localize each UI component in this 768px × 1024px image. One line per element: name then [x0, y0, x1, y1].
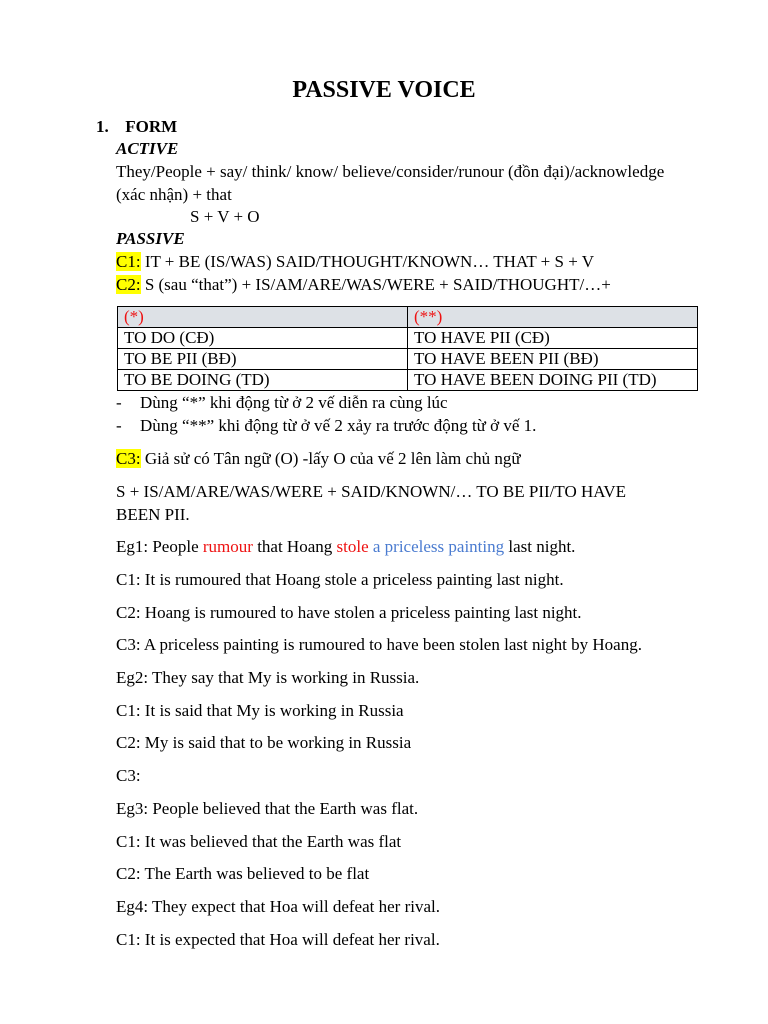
- example-line: Eg2: They say that My is working in Russia.: [116, 668, 420, 687]
- c1-tag: C1:: [116, 252, 141, 271]
- c3-formula-line-2: BEEN PII.: [116, 505, 190, 524]
- example-line: C2: My is said that to be working in Russia: [116, 733, 412, 752]
- note-text: Dùng “*” khi động từ ở 2 vế diễn ra cùng lúc: [140, 393, 448, 412]
- eg1-prefix: Eg1: People: [116, 537, 203, 556]
- table-header-row: [118, 307, 698, 328]
- c2-text: S (sau “that”) + IS/AM/ARE/WAS/WERE + SAID/THOUGHT/…+: [140, 275, 611, 294]
- note-text: Dùng “**” khi động từ ở vế 2 xảy ra trước động từ ở vế 1.: [140, 416, 537, 435]
- active-line-1: They/People + say/ think/ know/ believe/consider/runour (đồn đại)/acknowledge: [116, 162, 665, 181]
- eg1-suffix: last night.: [504, 537, 576, 556]
- table-cell: TO BE DOING (TD): [118, 370, 408, 391]
- active-label: ACTIVE: [116, 139, 179, 158]
- eg1-object: a priceless painting: [372, 537, 505, 556]
- eg1-action: stole: [336, 537, 369, 556]
- table-cell: TO HAVE BEEN PII (BĐ): [408, 349, 698, 370]
- table-cell: TO HAVE BEEN DOING PII (TD): [408, 370, 698, 391]
- table-row: [118, 370, 698, 391]
- form-heading-number: 1.: [96, 117, 109, 136]
- table-cell: TO BE PII (BĐ): [118, 349, 408, 370]
- example-line: C1: It is expected that Hoa will defeat her rival.: [116, 930, 440, 949]
- passive-c2: [116, 274, 611, 296]
- c3-formula-line-1: S + IS/AM/ARE/WAS/WERE + SAID/KNOWN/… TO BE PII/TO HAVE: [116, 482, 626, 501]
- note-item: [116, 392, 448, 414]
- eg1-mid: that Hoang: [252, 537, 337, 556]
- table-cell: TO HAVE PII (CĐ): [408, 328, 698, 349]
- eg1-verb: rumour: [202, 537, 253, 556]
- c3-line: [116, 448, 521, 470]
- c3-text: Giả sử có Tân ngữ (O) -lấy O của vế 2 lên làm chủ ngữ: [140, 449, 521, 468]
- page-title: PASSIVE VOICE: [292, 77, 476, 103]
- example-line: C1: It is said that My is working in Russia: [116, 701, 404, 720]
- example-line: C1: It was believed that the Earth was flat: [116, 832, 402, 851]
- note-marker: -: [116, 416, 122, 435]
- example-line: C2: Hoang is rumoured to have stolen a priceless painting last night.: [116, 603, 582, 622]
- table-cell: TO DO (CĐ): [118, 328, 408, 349]
- active-line-2: (xác nhận) + that: [116, 185, 232, 204]
- example-line: C1: It is rumoured that Hoang stole a priceless painting last night.: [116, 570, 564, 589]
- example-line: Eg4: They expect that Hoa will defeat her rival.: [116, 897, 440, 916]
- example-line: C2: The Earth was believed to be flat: [116, 864, 370, 883]
- form-heading-label: FORM: [125, 117, 178, 136]
- example-line: C3: A priceless painting is rumoured to have been stolen last night by Hoang.: [116, 635, 642, 654]
- form-table: [117, 306, 698, 391]
- passive-c1: [116, 251, 594, 273]
- active-formula: S + V + O: [190, 207, 260, 226]
- table-row: [118, 349, 698, 370]
- form-heading: [96, 116, 177, 138]
- example-line: Eg3: People believed that the Earth was flat.: [116, 799, 419, 818]
- table-header-cell: (**): [408, 307, 698, 328]
- table-header-cell: (*): [118, 307, 408, 328]
- c3-tag: C3:: [116, 449, 141, 468]
- example-line: C3:: [116, 766, 141, 785]
- note-marker: -: [116, 393, 122, 412]
- note-item: [116, 415, 536, 437]
- c2-tag: C2:: [116, 275, 141, 294]
- table-row: [118, 328, 698, 349]
- c1-text: IT + BE (IS/WAS) SAID/THOUGHT/KNOWN… THAT + S + V: [140, 252, 595, 271]
- example-eg1: [116, 536, 575, 558]
- passive-label: PASSIVE: [116, 229, 185, 248]
